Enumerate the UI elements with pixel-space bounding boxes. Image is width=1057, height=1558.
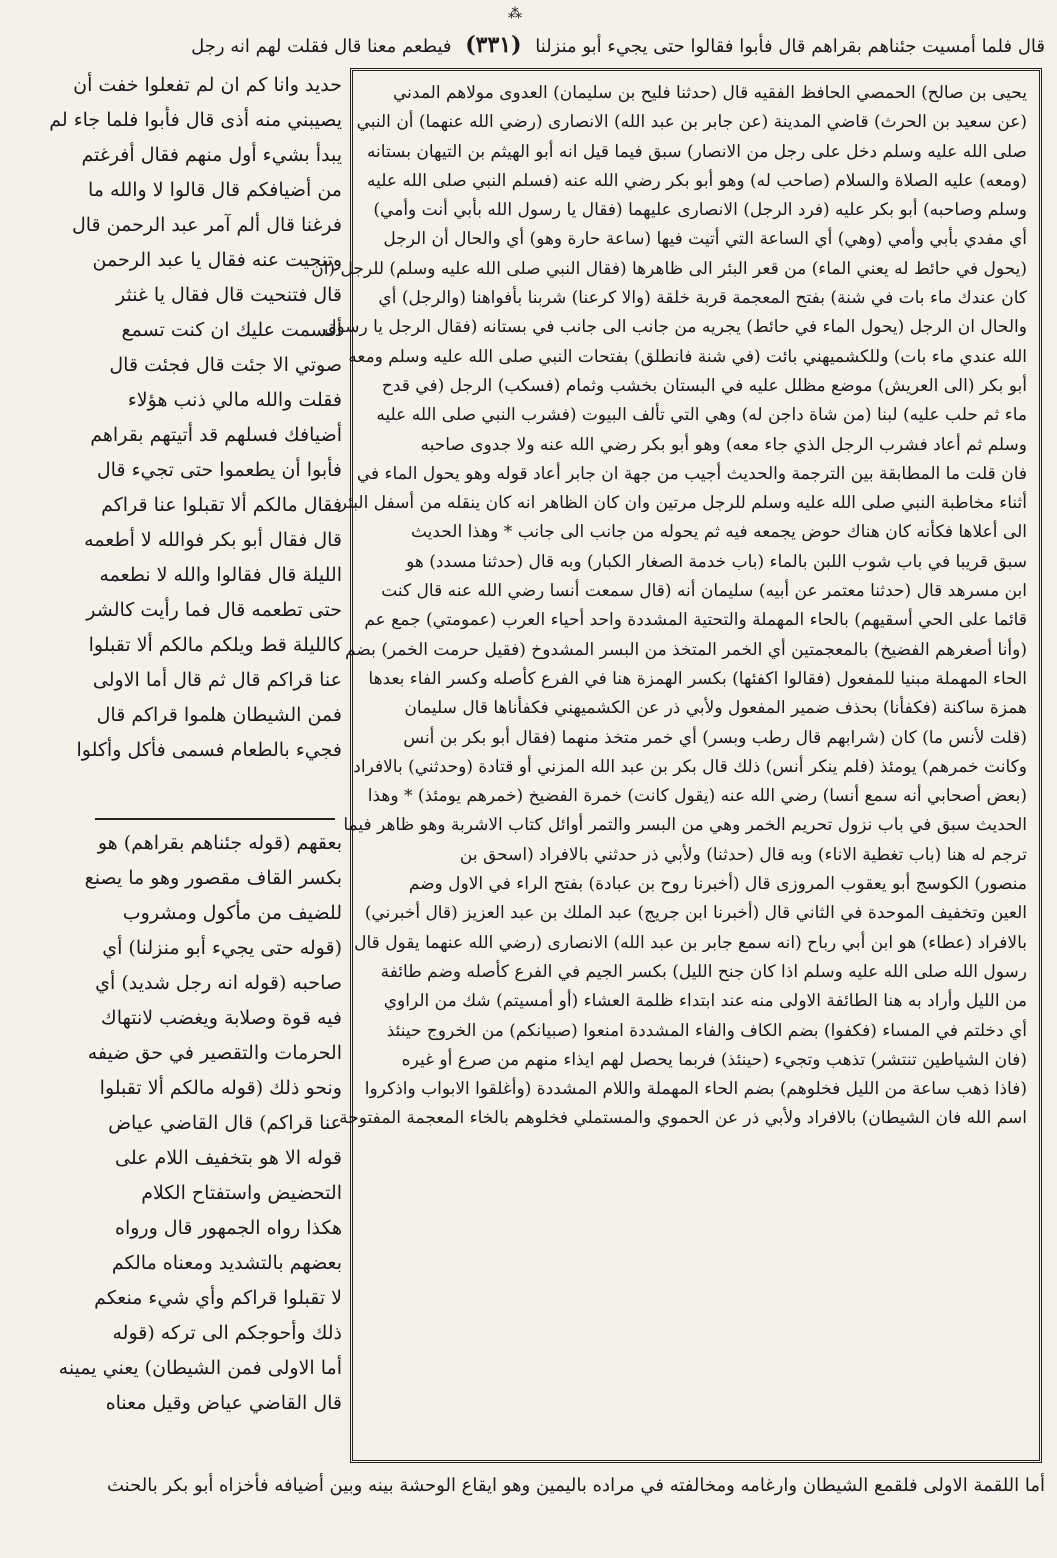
commentary-line: أي مفدي بأبي وأمي (وهي) أي الساعة التي أتيت فيها (ساعة حارة وهو) أي والحال أن الرجل [383,229,1027,250]
matn-line: قال فقال أبو بكر فوالله لا أطعمه [84,529,342,551]
matn-line: فقال مالكم ألا تقبلوا عنا قراكم [101,494,342,516]
commentary-line: الى أعلاها فكأنه كان هناك حوض يجمعه فيه ثم يحوله من جانب الى جانب * وهذا الحديث [410,522,1027,543]
page-ornament: ⁂ [508,6,522,22]
note-line: صاحبه (قوله انه رجل شديد) أي [95,972,342,994]
matn-line: فمن الشيطان هلموا قراكم قال [96,704,342,726]
note-line: ونحو ذلك (قوله مالكم ألا تقبلوا [99,1077,342,1099]
matn-line: صوتي الا جئت قال فجئت قال [109,354,342,376]
matn-line: حديد وانا كم ان لم تفعلوا خفت أن [73,74,342,96]
commentary-line: يحيى بن صالح) الحمصي الحافظ الفقيه قال (حدثنا فليح بن سليمان) العدوى مولاهم المدني [393,83,1027,103]
commentary-line: (بعض أصحابي أنه سمع أنسا) رضي الله عنه (يقول كانت) خمرة الفضيخ (خمرهم يومئذ) * وهذا [367,786,1027,807]
commentary-line: كان عندك ماء بات في شنة) بفتح المعجمة قربة خلقة (والا كرعنا) شربنا بأفواهنا (والرجل) أي [378,288,1027,309]
commentary-line: أثناء مخاطبة النبي صلى الله عليه وسلم للرجل مرتين وان كان الظاهر انه كان ينقله من أسفل البئر [338,493,1027,514]
commentary-line: فان قلت ما المطابقة بين الترجمة والحديث أجيب من جهة ان جابر أعاد قوله وهو يحول الماء في [356,463,1027,484]
commentary-line: أي دخلتم في المساء (فكفوا) بضم الكاف والفاء المشددة امنعوا (صبيانكم) من الخروج حينئذ [386,1020,1027,1041]
matn-line: أقسمت عليك ان كنت تسمع [121,319,342,341]
commentary-line: (يحول في حائط له يعني الماء) من قعر البئر الى ظاهرها (فقال النبي صلى الله عليه وسلم) للرجل (ان [311,258,1027,279]
matn-line: فجيء بالطعام فسمى فأكل وأكلوا [76,739,342,761]
side-notes-column [58,826,342,1466]
commentary-line: منصور) الكوسج أبو يعقوب المروزى قال (أخبرنا روح بن عبادة) بفتح الراء في الاول وضم [408,874,1027,895]
commentary-line: اسم الله فان الشيطان) بالافراد ولأبي ذر عن الحموي والمستملي فخلوهم بالخاء المعجمة المفتوحة [339,1108,1027,1129]
commentary-line: رسول الله صلى الله عليه وسلم اذا كان جنح الليل) بكسر الجيم في الفرع كأصله وضم طائفة [380,961,1027,982]
matn-line: من أضيافكم قال قالوا لا والله ما [88,179,342,201]
note-line: بعضهم بالتشديد ومعناه مالكم [111,1252,342,1274]
header-right-text: قال فلما أمسيت جئناهم بقراهم قال فأبوا فقالوا حتى يجيء أبو منزلنا [535,36,1045,57]
side-column-divider [95,818,335,820]
matn-line: عنا قراكم قال ثم قال أما الاولى [92,669,342,691]
commentary-line: ابن مسرهد قال (حدثنا معتمر عن أبيه) سليمان أنه (قال سمعت أنسا رضي الله عنه قال كنت [381,581,1027,602]
commentary-line: وكانت خمرهم) يومئذ (فلم ينكر أنس) ذلك قال بكر بن عبد الله المزني أو قتادة (وحدثني) بالافراد [353,756,1027,777]
page-number: (٣٣١) [465,32,522,58]
commentary-line: (عن سعيد بن الحرث) قاضي المدينة (عن جابر بن عبد الله) الانصارى (رضي الله عنهما) أن النبي [356,112,1027,133]
note-line: (قوله حتى يجيء أبو منزلنا) أي [102,937,342,959]
header-left-text: فيطعم معنا قال فقلت لهم انه رجل [191,36,452,57]
commentary-line: (قلت لأنس ما) كان (شرابهم قال رطب وبسر) أي خمر متخذ منهما (فقال أبو بكر بن أنس [403,727,1027,748]
commentary-line: الحاء المهملة مبنيا للمفعول (فقالوا اكفئها) بكسر الهمزة هنا في الفرع كأصله وكسر الفاء بعدها [368,668,1027,689]
note-line: بكسر القاف مقصور وهو ما يصنع [84,867,342,889]
side-matn-column [49,68,342,808]
commentary-line: سبق قريبا في باب شوب اللبن بالماء (باب خدمة الصغار الكبار) وبه قال (حدثنا مسدد) هو [406,551,1027,572]
page-header [80,28,1045,62]
matn-line: فأبوا أن يطعموا حتى تجيء قال [96,459,342,481]
matn-line: أضيافك فسلهم قد أتيتهم بقراهم [90,424,342,446]
commentary-line: همزة ساكنة (فكفأنا) بحذف ضمير المفعول ولأبي ذر عن الكشميهني فكفأناها قال سليمان [404,698,1027,719]
main-commentary-box [311,68,1042,1463]
note-line: الحرمات والتقصير في حق ضيفه [87,1042,342,1064]
note-line: قوله الا هو بتخفيف اللام على [115,1147,342,1169]
commentary-line: أبو بكر (الى العريش) موضع مظلل عليه في البستان بخشب وثمام (فسكب) الرجل (في قدح [381,375,1027,396]
commentary-line: والحال ان الرجل (يحول الماء في حائط) يجريه من جانب الى جانب في بستانه (فقال الرجل يا رسول [324,317,1027,338]
note-line: ذلك وأحوجكم الى تركه (قوله [112,1322,342,1344]
note-line: للضيف من مأكول ومشروب [122,902,342,924]
matn-line: وتنحيت عنه فقال يا عبد الرحمن [92,249,342,271]
note-line: عنا قراكم) قال القاضي عياض [108,1112,342,1134]
commentary-line: قائما على الحي أسقيهم) بالحاء المهملة والتحتية المشددة واحد أحياء العرب (عمومتي) جمع عم [364,610,1027,631]
commentary-line: (فان الشياطين تنتشر) تذهب وتجيء (حينئذ) فربما يحصل لهم ايذاء منهم من صرع أو غيره [401,1049,1027,1070]
commentary-line: الحديث سبق في باب نزول تحريم الخمر وهي من البسر والتمر أوائل كتاب الاشربة وهو ظاهر فيما [343,815,1027,836]
commentary-line: (ومعه) عليه الصلاة والسلام (صاحب له) وهو أبو بكر رضي الله عنه (فسلم النبي صلى الله عليه [366,170,1027,191]
commentary-line: الله عندي ماء بات) وللكشميهني بائت (في شنة فانطلق) بفتحات النبي صلى الله عليه وسلم ومعه [348,346,1027,367]
commentary-line: (فاذا ذهب ساعة من الليل فخلوهم) بضم الحاء المهملة واللام المشددة (وأغلقوا الابواب واذكروا [364,1079,1027,1100]
note-line: أما الاولى فمن الشيطان) يعني يمينه [58,1357,342,1379]
commentary-line: من الليل وأراد به هنا الطائفة الاولى منه عند ابتداء ظلمة العشاء (أو أمسيتم) شك من الراوي [383,991,1027,1012]
note-line: بعقهم (قوله جئناهم بقراهم) هو [97,832,342,854]
matn-line: فقلت والله مالي ذنب هؤلاء [127,389,342,411]
matn-line: قال فتنحيت قال فقال يا غنثر [115,284,342,306]
note-line: لا تقبلوا قراكم وأي شيء منعكم [94,1287,342,1309]
note-line: التحضيض واستفتاح الكلام [141,1182,342,1204]
commentary-line: وسلم ثم أعاد فشرب الرجل الذي جاء معه) وهو أبو بكر رضي الله عنه ولا جدوى صاحبه [420,434,1027,455]
matn-line: يبدأ بشيء أول منهم فقال أفرغتم [81,144,342,166]
commentary-line: بالافراد (عطاء) هو ابن أبي رباح (انه سمع جابر بن عبد الله) الانصارى (رضي الله عنهما يقول قال [354,932,1027,953]
commentary-line: ترجم له هنا (باب تغطية الاناء) وبه قال (حدثنا) ولأبي ذر حدثني بالافراد (اسحق بن [459,844,1027,865]
page-footer: أما اللقمة الاولى فلقمع الشيطان وارغامه ومخالفته في مراده باليمين وهو ايقاع الوحشة بينه وبين أضيافه فأخزاه أبو بكر بالحنث [107,1475,1045,1496]
commentary-line: ماء ثم حلب عليه) لبنا (من شاة داجن له) وهي التي تألف البيوت (فشرب النبي صلى الله عليه [376,405,1027,426]
matn-line: يصيبني منه أذى قال فأبوا فلما جاء لم [49,109,342,131]
matn-line: فرغنا قال ألم آمر عبد الرحمن قال [71,214,342,236]
matn-line: حتى تطعمه قال فما رأيت كالشر [86,599,342,621]
commentary-line: وسلم وصاحبه) أبو بكر عليه (فرد الرجل) الانصارى عليهما (فقال يا رسول الله بأبي أنت وأمي) [373,200,1027,221]
matn-line: الليلة قال فقالوا والله لا نطعمه [99,564,342,586]
matn-line: كالليلة قط ويلكم مالكم ألا تقبلوا [88,634,342,656]
commentary-line: (وأنا أصغرهم الفضيخ) بالمعجمتين أي الخمر المتخذ من البسر المشدوخ (فقيل حرمت الخمر) بضم [345,639,1027,660]
note-line: قال القاضي عياض وقيل معناه [105,1392,342,1414]
note-line: فيه قوة وصلابة ويغضب لانتهاك [101,1007,342,1029]
commentary-line: العين وتخفيف الموحدة في الثاني قال (أخبرنا ابن جريج) عبد الملك بن عبد العزيز (قال أخبرني) [364,903,1027,924]
commentary-line: صلى الله عليه وسلم دخل على رجل من الانصار) سبق فيما قيل انه أبو الهيثم بن التيهان بستانه [366,141,1027,162]
note-line: هكذا رواه الجمهور قال ورواه [114,1217,342,1239]
